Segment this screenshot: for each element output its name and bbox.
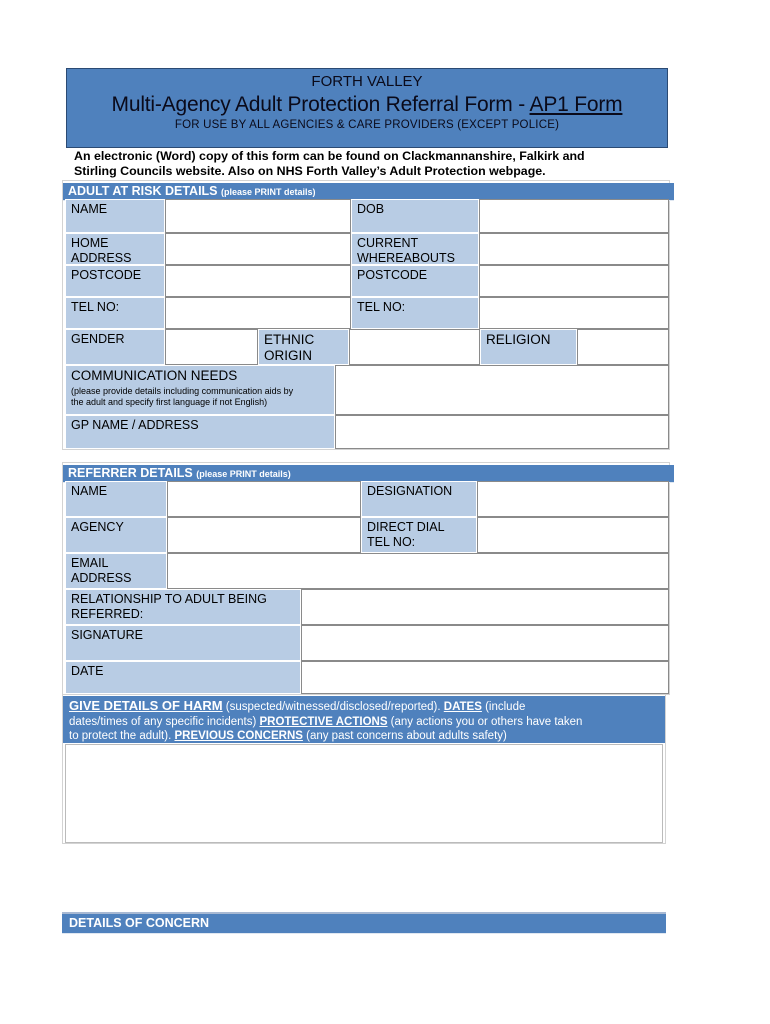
harm-instructions: GIVE DETAILS OF HARM (suspected/witnessed/disclosed/reported). DATES (include dates/times of any specific incidents) PROTECTIVE ACTIONS (any actions you or others have taken to protect the adult). PREVIOUS CONCERNS (any past concerns about adults safety) bbox=[63, 696, 665, 743]
date-field[interactable] bbox=[301, 661, 669, 694]
designation-label: DESIGNATION bbox=[361, 481, 477, 517]
form-subtitle: FOR USE BY ALL AGENCIES & CARE PROVIDERS (EXCEPT POLICE) bbox=[174, 119, 560, 131]
details-of-concern-bar bbox=[62, 912, 666, 932]
harm-section bbox=[62, 694, 666, 844]
adult-dob-label: DOB bbox=[351, 199, 479, 233]
ethnic-origin-field[interactable] bbox=[349, 329, 480, 365]
details-of-concern-title: DETAILS OF CONCERN bbox=[62, 914, 666, 934]
form-header bbox=[66, 68, 668, 148]
electronic-copy-note: An electronic (Word) copy of this form can be found on Clackmannanshire, Falkirk and Stirling Councils website. Also on NHS Forth Valley’s Adult Protection webpage. bbox=[74, 149, 585, 178]
communication-needs-label: COMMUNICATION NEEDS (please provide details including communication aids by the adult and specify first language if not English) bbox=[65, 365, 335, 415]
agency-label: AGENCY bbox=[65, 517, 167, 553]
adult-section-title: ADULT AT RISK DETAILS (please PRINT details) bbox=[63, 183, 674, 201]
adult-home-address-label: HOME ADDRESS bbox=[65, 233, 165, 265]
adult-name-field[interactable] bbox=[165, 199, 351, 233]
gender-label: GENDER bbox=[65, 329, 165, 365]
adult-whereabouts-label: CURRENT WHEREABOUTS bbox=[351, 233, 479, 265]
designation-field[interactable] bbox=[477, 481, 669, 517]
whereabouts-postcode-label: POSTCODE bbox=[351, 265, 479, 297]
adult-name-label: NAME bbox=[65, 199, 165, 233]
relationship-label: RELATIONSHIP TO ADULT BEING REFERRED: bbox=[65, 589, 301, 625]
signature-field[interactable] bbox=[301, 625, 669, 661]
gp-name-address-label: GP NAME / ADDRESS bbox=[65, 415, 335, 449]
whereabouts-postcode-field[interactable] bbox=[479, 265, 669, 297]
religion-label: RELIGION bbox=[480, 329, 577, 365]
whereabouts-tel-label: TEL NO: bbox=[351, 297, 479, 329]
adult-postcode-field[interactable] bbox=[165, 265, 351, 297]
adult-tel-label: TEL NO: bbox=[65, 297, 165, 329]
adult-postcode-label: POSTCODE bbox=[65, 265, 165, 297]
adult-whereabouts-field[interactable] bbox=[479, 233, 669, 265]
form-title: Multi-Agency Adult Protection Referral Form - AP1 Form bbox=[111, 93, 623, 116]
agency-field[interactable] bbox=[167, 517, 361, 553]
direct-dial-label: DIRECT DIAL TEL NO: bbox=[361, 517, 477, 553]
religion-field[interactable] bbox=[577, 329, 669, 365]
whereabouts-tel-field[interactable] bbox=[479, 297, 669, 329]
direct-dial-field[interactable] bbox=[477, 517, 669, 553]
gender-field[interactable] bbox=[165, 329, 258, 365]
referrer-section bbox=[62, 462, 670, 695]
referrer-section-title: REFERRER DETAILS (please PRINT details) bbox=[63, 465, 674, 483]
adult-home-address-field[interactable] bbox=[165, 233, 351, 265]
email-field[interactable] bbox=[167, 553, 669, 589]
harm-details-field[interactable] bbox=[65, 744, 663, 843]
ap1-form-link: AP1 Form bbox=[529, 93, 623, 116]
ethnic-origin-label: ETHNIC ORIGIN bbox=[258, 329, 349, 365]
referrer-name-label: NAME bbox=[65, 481, 167, 517]
referrer-name-field[interactable] bbox=[167, 481, 361, 517]
communication-needs-field[interactable] bbox=[335, 365, 669, 415]
date-label: DATE bbox=[65, 661, 301, 694]
adult-at-risk-section bbox=[62, 180, 670, 450]
signature-label: SIGNATURE bbox=[65, 625, 301, 661]
adult-dob-field[interactable] bbox=[479, 199, 669, 233]
gp-name-address-field[interactable] bbox=[335, 415, 669, 449]
relationship-field[interactable] bbox=[301, 589, 669, 625]
header-region: FORTH VALLEY bbox=[311, 73, 423, 90]
email-label: EMAIL ADDRESS bbox=[65, 553, 167, 589]
adult-tel-field[interactable] bbox=[165, 297, 351, 329]
